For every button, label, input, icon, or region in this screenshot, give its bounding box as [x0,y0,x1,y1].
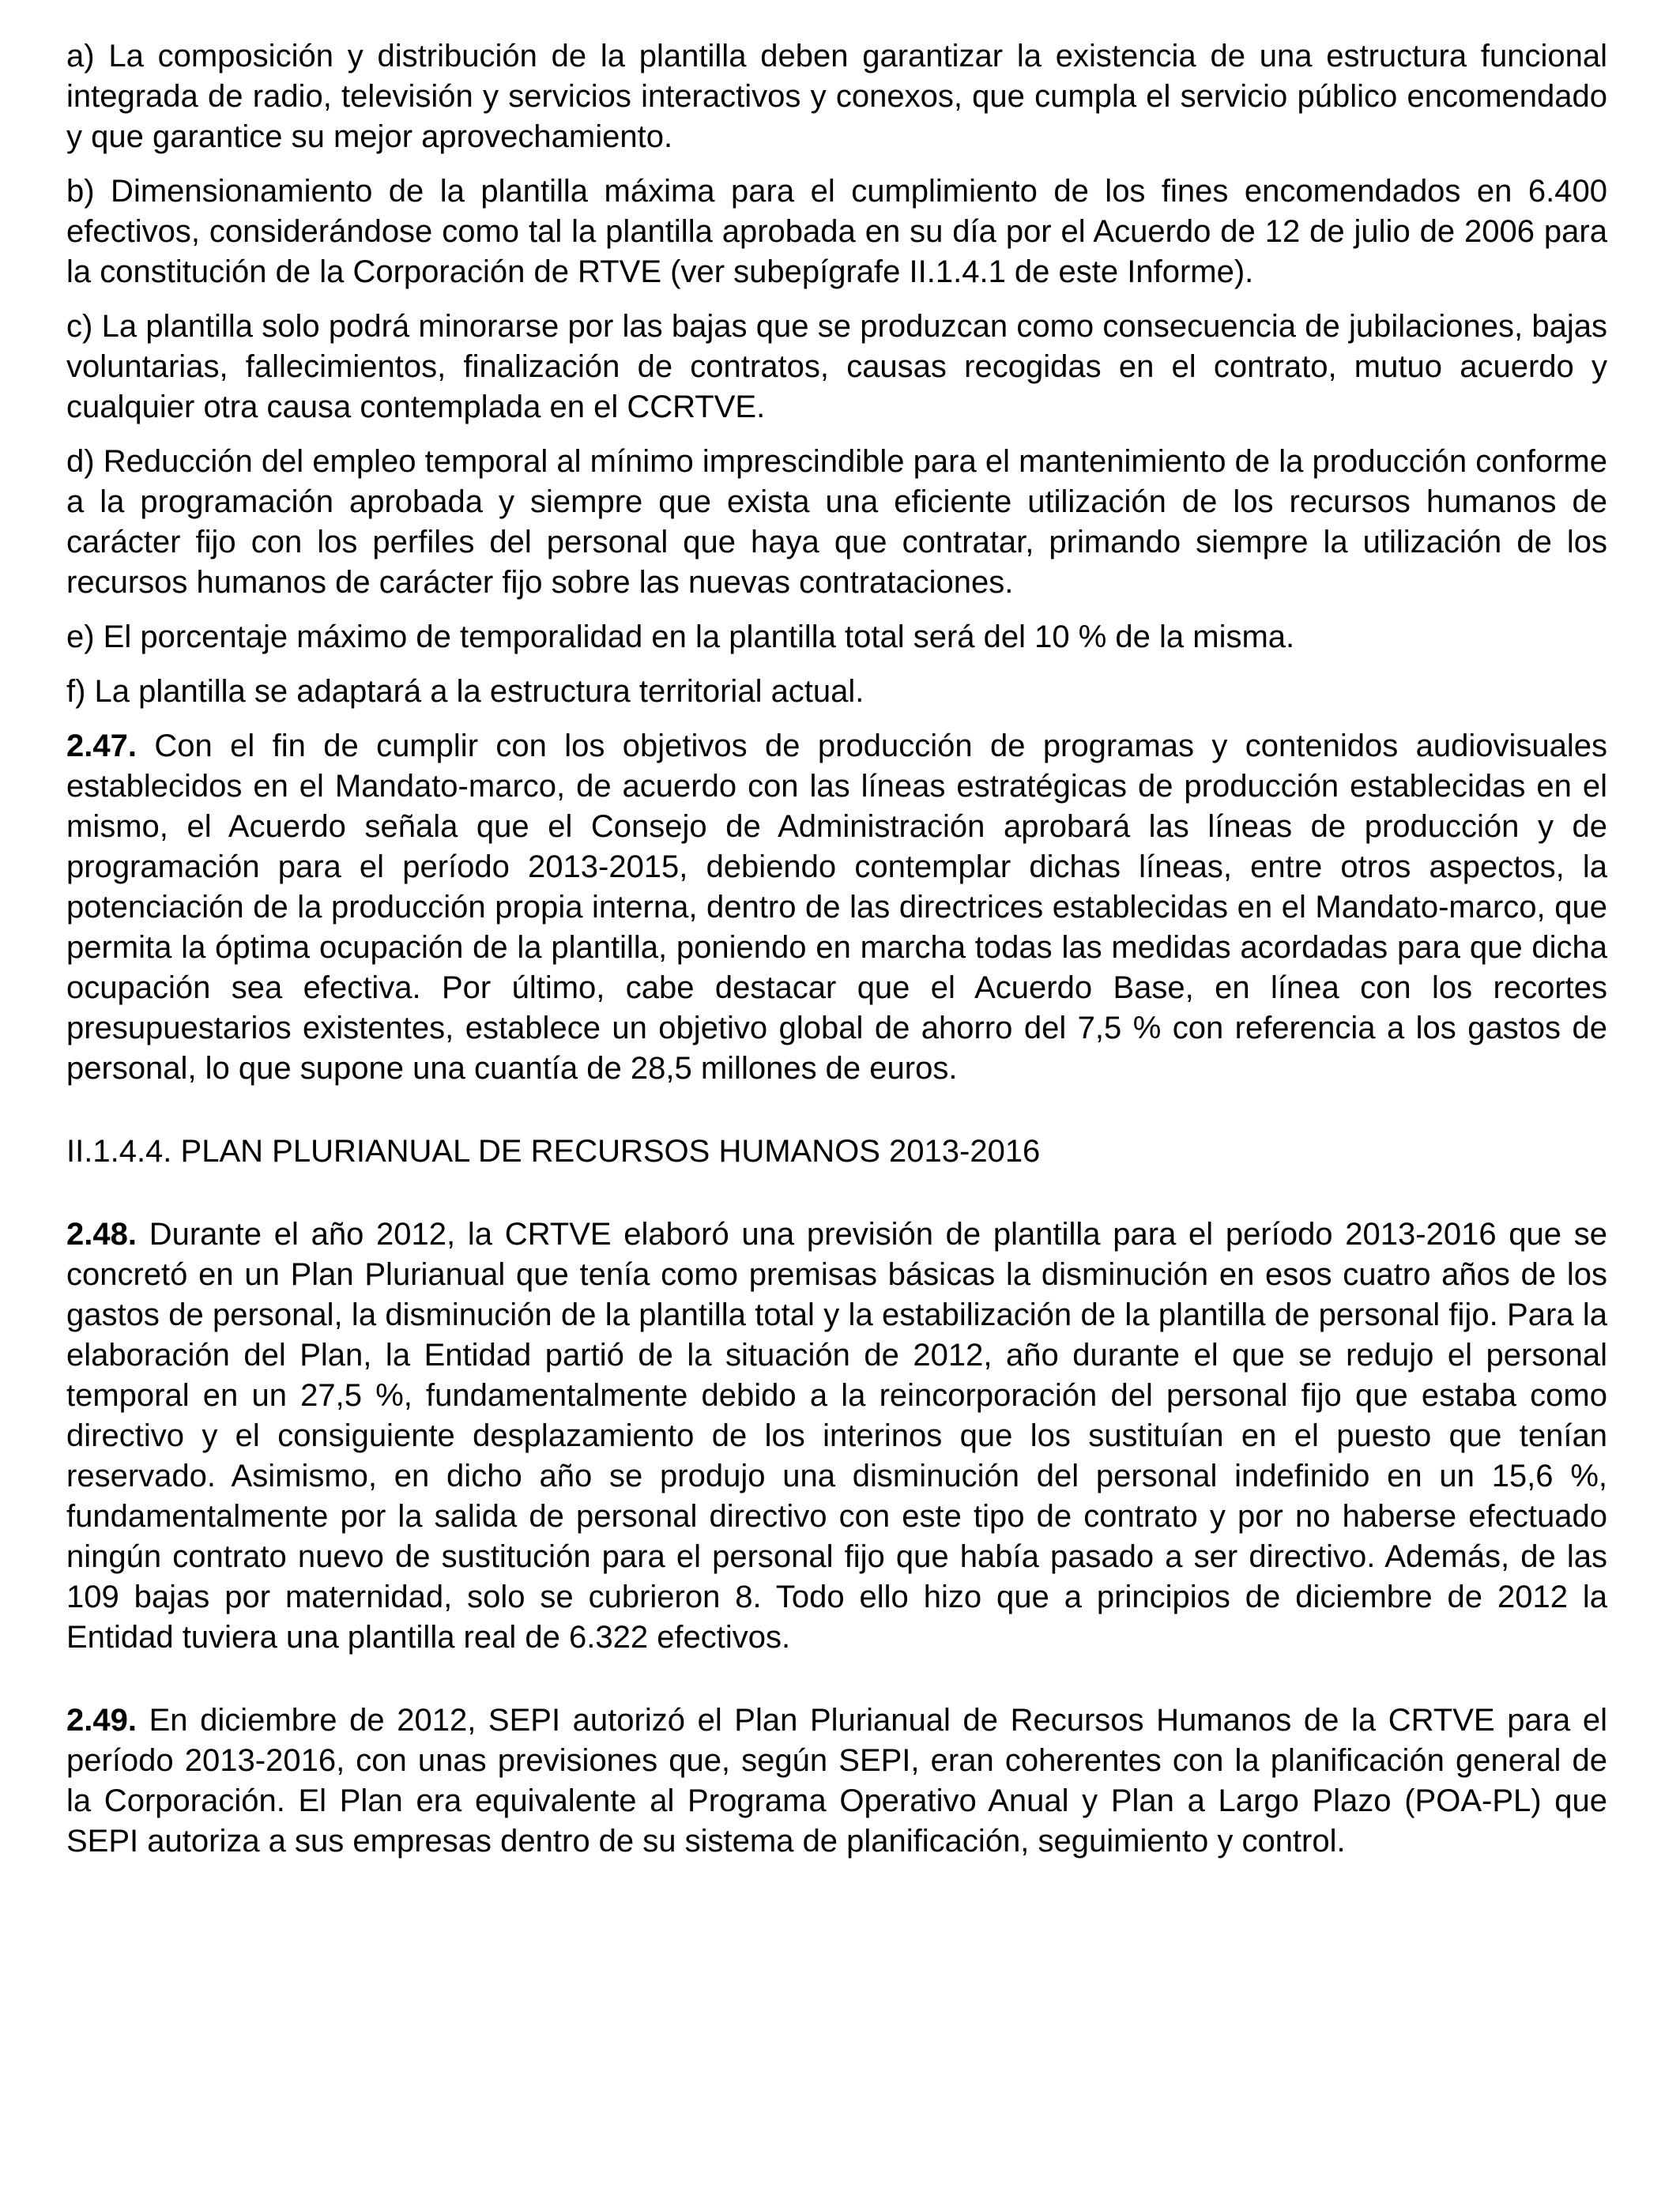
paragraph-2-47 [66,726,1607,1089]
section-heading: II.1.4.4. PLAN PLURIANUAL DE RECURSOS HUMANOS 2013-2016 [66,1134,1041,1169]
paragraph-number: 2.47. [66,729,137,763]
paragraph-number: 2.48. [66,1217,137,1252]
paragraph-text: En diciembre de 2012, SEPI autorizó el Plan Plurianual de Recursos Humanos de la CRTVE para el período 2013-2016, con unas previsiones que, según SEPI, eran coherentes con la planificación general de la Corporación. El Plan era equivalente al Programa Operativo Anual y Plan a Largo Plazo (POA-PL) que SEPI autoriza a sus empresas dentro de su sistema de planificación, seguimiento y control. [66,1703,1607,1859]
paragraph-number: 2.49. [66,1703,137,1738]
paragraph-text: Con el fin de cumplir con los objetivos de producción de programas y contenidos audiovisuales establecidos en el Mandato-marco, de acuerdo con las líneas estratégicas de producción establecidas en el mismo, el Acuerdo señala que el Consejo de Administración aprobará las líneas de producción y de programación para el período 2013-2015, debiendo contemplar dichas líneas, entre otros aspectos, la potenciación de la producción propia interna, dentro de las directrices establecidas en el Mandato-marco, que permita la óptima ocupación de la plantilla, poniendo en marcha todas las medidas acordadas para que dicha ocupación sea efectiva. Por último, cabe destacar que el Acuerdo Base, en línea con los recortes presupuestarios existentes, establece un objetivo global de ahorro del 7,5 % con referencia a los gastos de personal, lo que supone una cuantía de 28,5 millones de euros. [66,729,1607,1086]
list-item-f: f) La plantilla se adaptará a la estructura territorial actual. [66,674,864,709]
list-item-b: b) Dimensionamiento de la plantilla máxima para el cumplimiento de los fines encomendados en 6.400 efectivos, considerándose como tal la plantilla aprobada en su día por el Acuerdo de 12 de julio de 2006 para la constitución de la Corporación de RTVE (ver subepígrafe II.1.4.1 de este Informe). [66,174,1607,289]
paragraph-2-48 [66,1215,1607,1658]
document-page [66,36,1607,1876]
list-item-c: c) La plantilla solo podrá minorarse por las bajas que se produzcan como consecuencia de jubilaciones, bajas voluntarias, fallecimientos, finalización de contratos, causas recogidas en el contrato, mutuo acuerdo y cualquier otra causa contemplada en el CCRTVE. [66,309,1607,424]
list-item-e: e) El porcentaje máximo de temporalidad en la plantilla total será del 10 % de la misma. [66,620,1295,654]
paragraph-2-49 [66,1700,1607,1862]
list-item-d: d) Reducción del empleo temporal al mínimo imprescindible para el mantenimiento de la producción conforme a la programación aprobada y siempre que exista una eficiente utilización de los recursos humanos de carácter fijo con los perfiles del personal que haya que contratar, primando siempre la utilización de los recursos humanos de carácter fijo sobre las nuevas contrataciones. [66,444,1607,600]
paragraph-text: Durante el año 2012, la CRTVE elaboró una previsión de plantilla para el período 2013-2016 que se concretó en un Plan Plurianual que tenía como premisas básicas la disminución en esos cuatro años de los gastos de personal, la disminución de la plantilla total y la estabilización de la plantilla de personal fijo. Para la elaboración del Plan, la Entidad partió de la situación de 2012, año durante el que se redujo el personal temporal en un 27,5 %, fundamentalmente debido a la reincorporación del personal fijo que estaba como directivo y el consiguiente desplazamiento de los interinos que los sustituían en el puesto que tenían reservado. Asimismo, en dicho año se produjo una disminución del personal indefinido en un 15,6 %, fundamentalmente por la salida de personal directivo con este tipo de contrato y por no haberse efectuado ningún contrato nuevo de sustitución para el personal fijo que había pasado a ser directivo. Además, de las 109 bajas por maternidad, solo se cubrieron 8. Todo ello hizo que a principios de diciembre de 2012 la Entidad tuviera una plantilla real de 6.322 efectivos. [66,1217,1607,1655]
list-item-a: a) La composición y distribución de la plantilla deben garantizar la existencia de una estructura funcional integrada de radio, televisión y servicios interactivos y conexos, que cumpla el servicio público encomendado y que garantice su mejor aprovechamiento. [66,39,1607,154]
